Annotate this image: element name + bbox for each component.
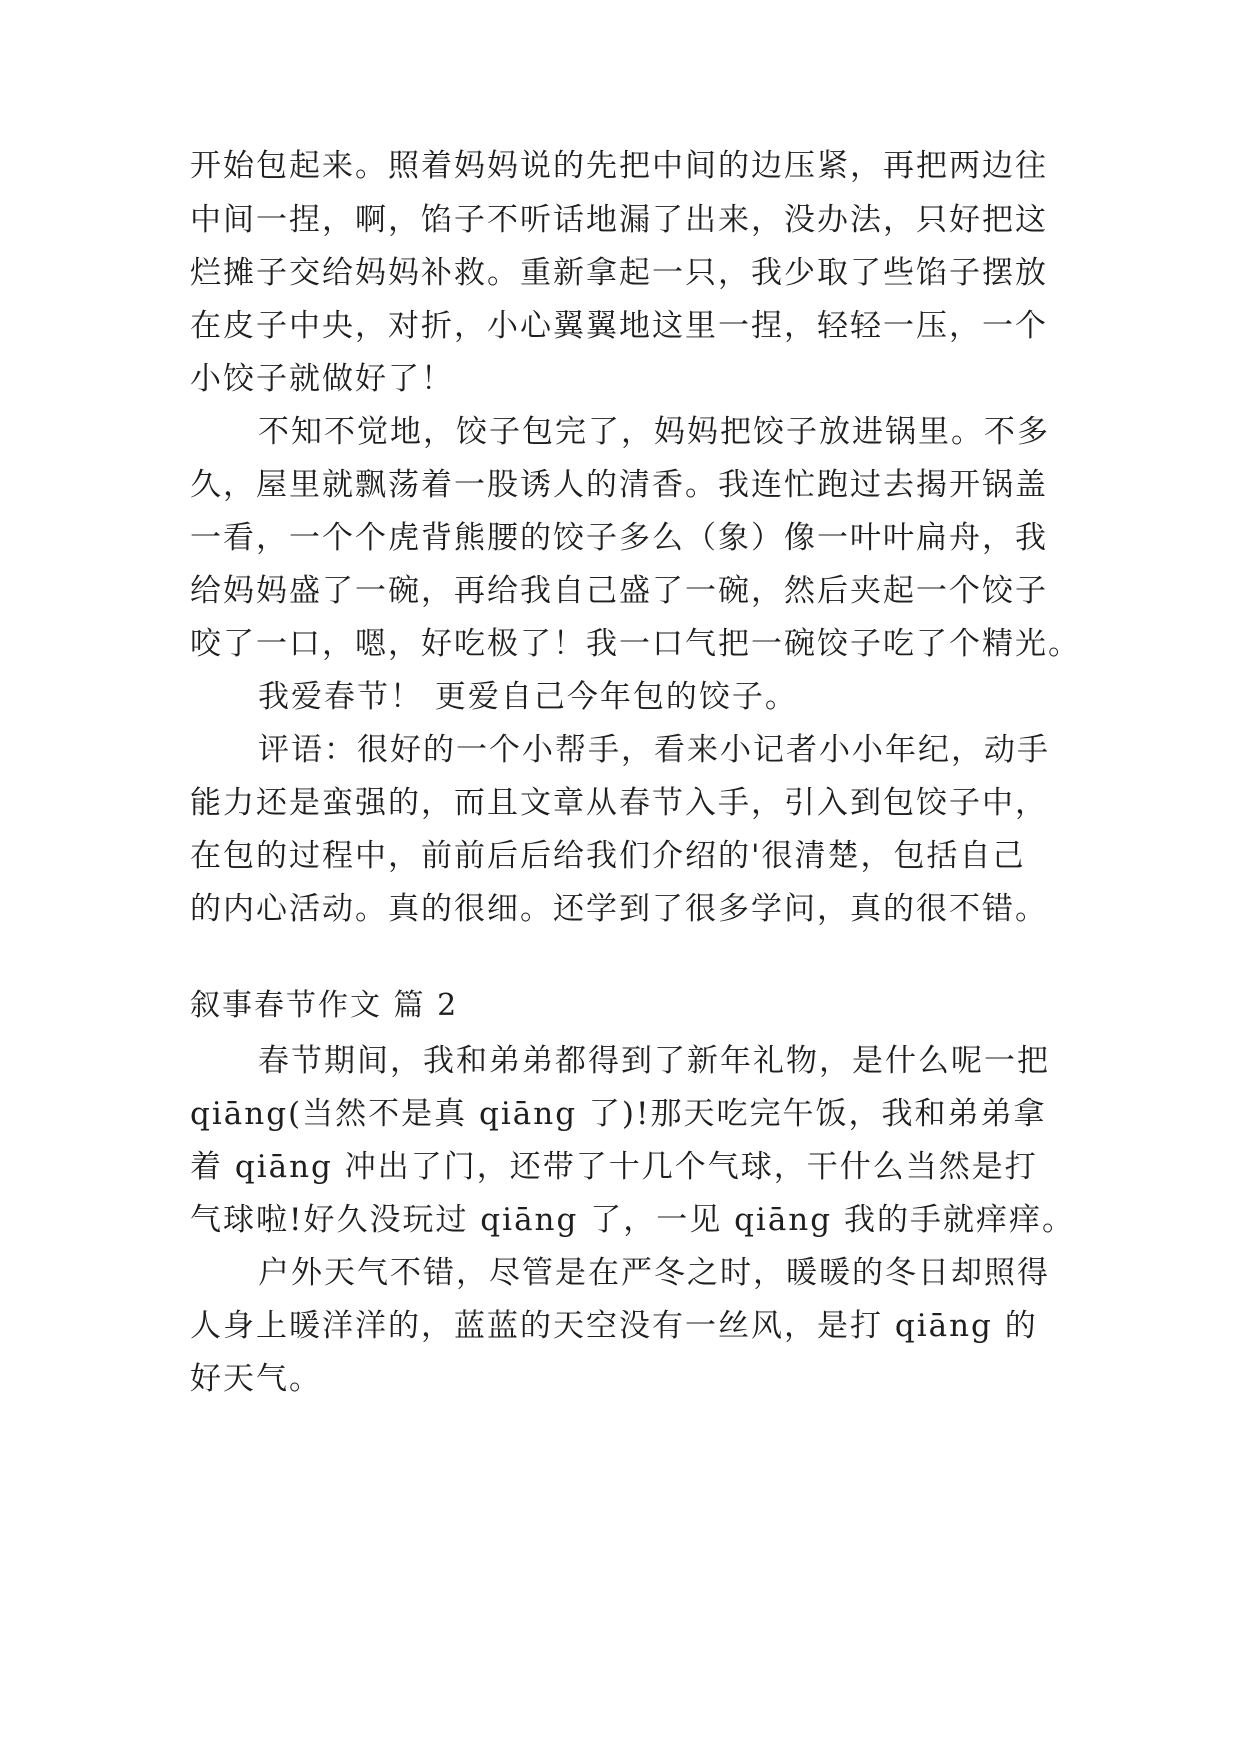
paragraph-line: 气球啦!好久没玩过 qiāng 了，一见 qiāng 我的手就痒痒。 bbox=[190, 1202, 1075, 1238]
paragraph-line: 久，屋里就飘荡着一股诱人的清香。我连忙跑过去揭开锅盖 bbox=[190, 467, 1048, 503]
paragraph-line: 我爱春节！ 更爱自己今年包的饺子。 bbox=[258, 679, 798, 715]
paragraph-line: 能力还是蛮强的，而且文章从春节入手，引入到包饺子中， bbox=[190, 785, 1048, 821]
paragraph-line: 户外天气不错，尽管是在严冬之时，暖暖的冬日却照得 bbox=[258, 1255, 1050, 1291]
paragraph-line: 一看，一个个虎背熊腰的饺子多么（象）像一叶叶扁舟，我 bbox=[190, 520, 1048, 556]
paragraph-line: 烂摊子交给妈妈补救。重新拿起一只，我少取了些馅子摆放 bbox=[190, 255, 1048, 291]
paragraph-line: 中间一捏，啊，馅子不听话地漏了出来，没办法，只好把这 bbox=[190, 202, 1048, 238]
paragraph-line: 开始包起来。照着妈妈说的先把中间的边压紧，再把两边往 bbox=[190, 148, 1048, 184]
paragraph-line: 的内心活动。真的很细。还学到了很多学问，真的很不错。 bbox=[190, 891, 1048, 927]
paragraph-line: 春节期间，我和弟弟都得到了新年礼物，是什么呢一把 bbox=[258, 1043, 1050, 1079]
paragraph-line: 人身上暖洋洋的，蓝蓝的天空没有一丝风，是打 qiāng 的 bbox=[190, 1308, 1038, 1344]
paragraph-line: 在包的过程中，前前后后给我们介绍的'很清楚，包括自己 bbox=[190, 838, 1026, 874]
paragraph-line: 不知不觉地，饺子包完了，妈妈把饺子放进锅里。不多 bbox=[258, 414, 1050, 450]
section-heading: 叙事春节作文 篇 2 bbox=[190, 988, 459, 1023]
paragraph-line: 小饺子就做好了！ bbox=[190, 361, 454, 397]
paragraph-line: qiāng(当然不是真 qiāng 了)!那天吃完午饭，我和弟弟拿 bbox=[190, 1096, 1047, 1132]
paragraph-line: 着 qiāng 冲出了门，还带了十几个气球，干什么当然是打 bbox=[190, 1149, 1038, 1185]
paragraph-line: 好天气。 bbox=[190, 1361, 322, 1397]
paragraph-line: 给妈妈盛了一碗，再给我自己盛了一碗，然后夹起一个饺子 bbox=[190, 573, 1048, 609]
paragraph-line: 咬了一口，嗯，好吃极了！我一口气把一碗饺子吃了个精光。 bbox=[190, 626, 1081, 662]
paragraph-line: 评语：很好的一个小帮手，看来小记者小小年纪，动手 bbox=[258, 732, 1050, 768]
paragraph-line: 在皮子中央，对折，小心翼翼地这里一捏，轻轻一压，一个 bbox=[190, 308, 1048, 344]
